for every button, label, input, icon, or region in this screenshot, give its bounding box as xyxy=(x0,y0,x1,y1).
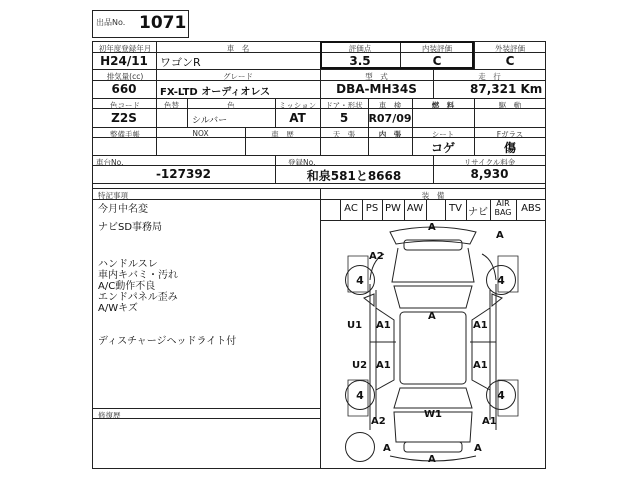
equip-airbag: AIR BAG xyxy=(494,199,512,217)
label-drive: 駆 動 xyxy=(498,101,522,110)
label-mileage: 走 行 xyxy=(478,72,501,81)
equip-abs: ABS xyxy=(521,203,541,214)
damage-mark: A xyxy=(496,230,504,241)
equip-tv: TV xyxy=(449,203,462,214)
label-doors: ドア・形状 xyxy=(325,101,363,110)
plate-value: 和泉581と8668 xyxy=(306,169,402,183)
label-nox: NOX xyxy=(192,129,209,138)
label-plate: 登録No. xyxy=(288,158,316,167)
note-line: エンドパネル歪み xyxy=(98,292,178,303)
label-grade: グレード xyxy=(223,72,253,81)
label-glass: Fガラス xyxy=(496,130,524,139)
label-exterior-grade: 外装評価 xyxy=(495,44,525,53)
note-line: A/C動作不良 xyxy=(98,281,156,292)
lot-label: 出品No. xyxy=(96,18,126,27)
label-inspection: 車 検 xyxy=(378,101,402,110)
color-code-value: Z2S xyxy=(111,111,137,125)
label-fuel: 燃 料 xyxy=(431,101,455,110)
rule xyxy=(92,98,546,99)
exterior-grade-value: C xyxy=(505,54,515,68)
damage-mark: A xyxy=(428,222,436,233)
damage-mark: U2 xyxy=(352,360,368,371)
damage-mark: A1 xyxy=(376,320,391,331)
rule xyxy=(426,199,427,220)
interior-grade-value: C xyxy=(432,54,442,68)
label-maintenance: 整備手帳 xyxy=(110,130,140,139)
damage-mark: A2 xyxy=(371,416,386,427)
damage-mark: A xyxy=(383,443,391,454)
tire-front-left: 4 xyxy=(345,265,375,295)
equip-navi: ナビ xyxy=(468,207,488,218)
label-equipment: 装 備 xyxy=(421,191,445,200)
label-car-name: 車 名 xyxy=(226,44,250,53)
score-value: 3.5 xyxy=(349,54,371,68)
mission-value: AT xyxy=(289,111,306,125)
tire-rear-right: 4 xyxy=(486,380,516,410)
label-color-code: 色コード xyxy=(110,101,140,110)
tire-front-right: 4 xyxy=(486,265,516,295)
doors-value: 5 xyxy=(339,111,349,125)
spare-tire xyxy=(345,432,375,462)
damage-mark: U1 xyxy=(347,320,363,331)
color-value: シルバー xyxy=(192,116,228,126)
damage-mark: A1 xyxy=(376,360,391,371)
chassis-value: -127392 xyxy=(155,167,212,181)
car-name-value: ワゴンR xyxy=(160,56,201,69)
rule xyxy=(92,418,320,419)
note-line: 今月中名変 xyxy=(98,204,148,215)
rule xyxy=(92,127,546,128)
note-line: 車内キバミ・汚れ xyxy=(98,270,178,281)
glass-value: 傷 xyxy=(503,141,516,155)
label-repair: 修復歴 xyxy=(98,411,121,420)
damage-mark: A1 xyxy=(473,360,488,371)
damage-mark: A xyxy=(428,454,436,465)
note-line: A/Wキズ xyxy=(98,303,138,314)
damage-mark: A2 xyxy=(369,251,384,262)
damage-mark: A1 xyxy=(482,416,497,427)
label-history: 車 歴 xyxy=(271,130,294,139)
label-interior-trim: 内 張 xyxy=(378,130,402,139)
label-mission: ミッション xyxy=(278,101,317,110)
label-recycle: リサイクル料金 xyxy=(463,158,516,167)
label-sunroof: 天 張 xyxy=(332,130,356,139)
first-reg-value: H24/11 xyxy=(100,54,148,68)
displacement-value: 660 xyxy=(111,82,137,96)
grade-value: FX-LTD オーディオレス xyxy=(160,87,271,98)
note-line: ハンドルスレ xyxy=(98,259,158,270)
label-color: 色 xyxy=(227,101,235,110)
equip-pw: PW xyxy=(385,203,401,214)
recycle-value: 8,930 xyxy=(470,167,509,181)
label-color-change: 色替 xyxy=(164,101,179,110)
damage-mark: A xyxy=(428,311,436,322)
damage-mark: W1 xyxy=(424,409,442,420)
damage-mark: A1 xyxy=(473,320,488,331)
label-interior-grade: 内装評価 xyxy=(422,44,452,53)
label-first-reg: 初年度登録年月 xyxy=(98,44,152,53)
lot-number: 1071 xyxy=(139,13,187,33)
rule xyxy=(92,408,320,409)
label-notes: 特記事項 xyxy=(98,191,128,200)
label-score: 評価点 xyxy=(348,44,372,53)
car-diagram xyxy=(320,220,546,469)
damage-mark: A xyxy=(474,443,482,454)
label-seat: シート xyxy=(431,130,455,139)
model-value: DBA-MH34S xyxy=(336,82,417,96)
tire-rear-left: 4 xyxy=(345,380,375,410)
note-line: ディスチャージヘッドライト付 xyxy=(98,336,237,347)
label-chassis: 車台No. xyxy=(96,158,124,167)
mileage-value: 87,321 Km xyxy=(470,82,543,96)
rule xyxy=(92,188,546,189)
label-displacement: 排気量(cc) xyxy=(106,72,144,81)
seat-value: コゲ xyxy=(430,141,455,155)
note-line: ナビSD事務局 xyxy=(98,222,163,233)
equip-ac: AC xyxy=(344,203,358,214)
equip-ps: PS xyxy=(365,203,379,214)
label-model: 型 式 xyxy=(365,72,388,81)
inspection-value: R07/09 xyxy=(368,112,412,125)
equip-aw: AW xyxy=(406,203,424,214)
